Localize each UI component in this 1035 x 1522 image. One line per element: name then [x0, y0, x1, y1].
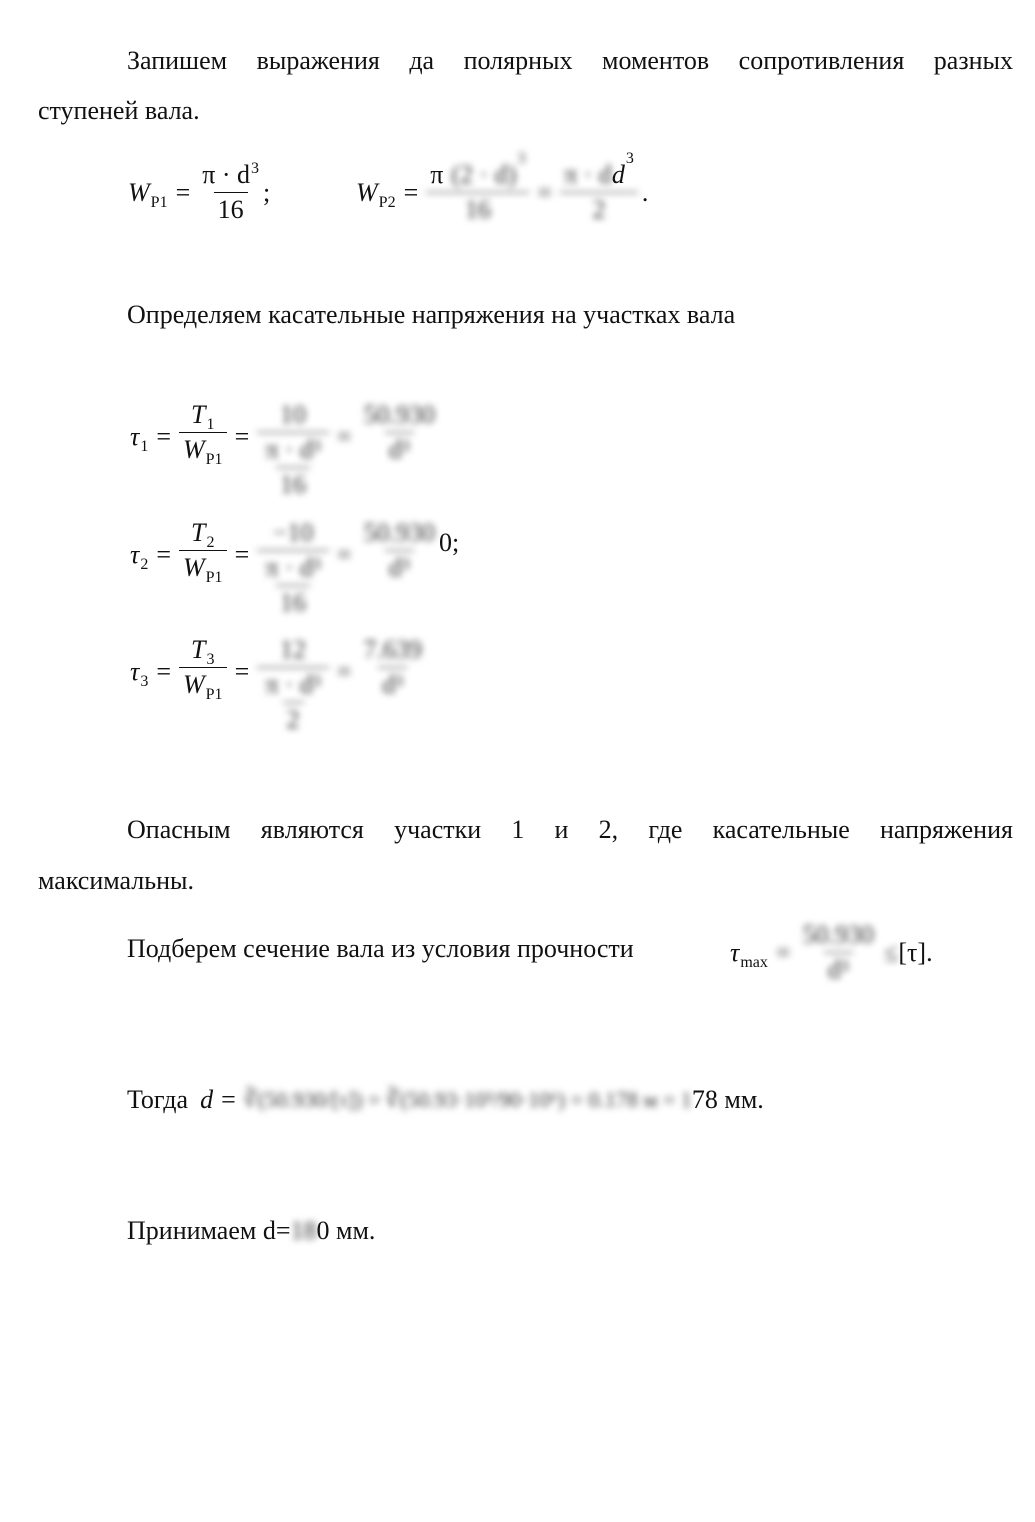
blurred-fraction	[257, 400, 329, 500]
formula-wp1	[128, 160, 270, 225]
blurred-inner-num: π · d³	[265, 553, 321, 582]
w-index: P1	[205, 569, 223, 586]
paragraph-2: Определяем касательные напряжения на участках вала	[127, 300, 736, 329]
blurred-numerator: 12	[280, 635, 307, 664]
w-letter: W	[182, 435, 205, 464]
word: 1	[511, 815, 525, 844]
word: участки	[394, 815, 482, 844]
blurred-inner-den: 2	[283, 702, 304, 735]
word: где	[648, 815, 683, 844]
word: разных	[933, 46, 1013, 75]
tau-index: 3	[140, 673, 149, 690]
word: моментов	[601, 46, 710, 75]
blurred-result-fraction	[360, 518, 440, 583]
blurred-result-den: d³	[385, 432, 414, 465]
formula-tau-1	[130, 400, 439, 500]
blurred-fraction	[799, 920, 879, 985]
blurred-den: d³	[824, 952, 853, 985]
blurred-fraction	[257, 518, 329, 618]
fraction-t-over-w	[179, 635, 227, 703]
blurred-equals: =	[537, 177, 553, 207]
semicolon: ;	[263, 177, 271, 207]
blurred-le: ≤	[884, 937, 899, 967]
blurred-equals: =	[775, 937, 791, 967]
formula-tau-2	[130, 518, 459, 618]
d-letter: d	[611, 160, 625, 189]
w-index: P1	[205, 686, 223, 703]
tau-symbol: τ	[730, 937, 740, 967]
blurred-result-fraction	[360, 635, 427, 700]
equals-sign: =	[234, 540, 250, 569]
d-letter: d	[200, 1085, 214, 1114]
blurred-diameter: 18	[290, 1216, 317, 1245]
blurred-inner-den: 16	[276, 467, 310, 500]
blurred-numerator: (2 · d)	[451, 160, 517, 189]
word: сопротивления	[738, 46, 905, 75]
fraction-t-over-w	[179, 400, 227, 468]
blurred-result-den: d³	[385, 550, 414, 583]
blurred-denominator	[257, 667, 329, 735]
equals-sign: =	[234, 657, 250, 686]
blurred-result-num: 50.930	[363, 400, 435, 429]
period: .	[641, 177, 649, 207]
blurred-result-fraction	[360, 400, 440, 465]
blurred-result-den: d³	[378, 667, 407, 700]
blurred-exponent: 3	[517, 150, 526, 167]
blurred-result-num: 7.639	[363, 635, 422, 664]
tau-index: 2	[140, 556, 149, 573]
t-letter: T	[191, 518, 206, 547]
paragraph-1-line-1	[127, 48, 1013, 74]
blurred-numerator: 10	[280, 400, 307, 429]
word: 2,	[598, 815, 619, 844]
formula-strength-condition	[730, 920, 933, 985]
word: да	[409, 46, 435, 75]
w-letter: W	[182, 670, 205, 699]
blurred-denominator	[257, 432, 329, 500]
denominator: 16	[214, 192, 248, 225]
tau-symbol: τ	[130, 657, 140, 686]
w-letter: W	[128, 177, 150, 207]
blurred-numerator: −10	[272, 518, 314, 547]
fraction-2	[560, 150, 638, 225]
fraction	[198, 160, 263, 225]
formula-wp2	[356, 150, 649, 225]
word: полярных	[463, 46, 573, 75]
w-letter: W	[356, 177, 378, 207]
blurred-equals: =	[336, 657, 352, 686]
fraction	[426, 150, 529, 225]
allowable-stress: [τ].	[898, 937, 933, 967]
paragraph-3-line-2: максимальны.	[38, 866, 195, 895]
paragraph-1-line-2: ступеней вала.	[38, 96, 200, 125]
equals-sign: =	[175, 177, 191, 207]
tau-index: 1	[140, 438, 149, 455]
tau-subscript: max	[740, 953, 768, 971]
blurred-equals: =	[336, 540, 352, 569]
paragraph-3-line-1	[127, 817, 1013, 843]
equals-sign: =	[156, 540, 171, 569]
exponent: 3	[251, 160, 260, 177]
tail-text: 0;	[439, 528, 460, 557]
pi-symbol: π	[430, 160, 444, 189]
blurred-inner-den: 16	[276, 585, 310, 618]
word: и	[554, 815, 569, 844]
t-index: 2	[206, 534, 215, 551]
numerator: π · d	[202, 160, 251, 189]
word: выражения	[256, 46, 380, 75]
tau-symbol: τ	[130, 422, 140, 451]
tau-symbol: τ	[130, 540, 140, 569]
word: Опасным	[127, 815, 231, 844]
w-index: P1	[205, 451, 223, 468]
accept-text: Принимаем d=	[127, 1216, 291, 1245]
blurred-denominator	[257, 550, 329, 618]
equals-sign: =	[234, 422, 250, 451]
fraction-t-over-w	[179, 518, 227, 586]
result-tail: 78 мм.	[691, 1085, 764, 1114]
blurred-denominator: 16	[426, 192, 529, 225]
w-subscript: P1	[150, 193, 168, 211]
blurred-equals: =	[336, 422, 352, 451]
word: Запишем	[127, 46, 228, 75]
label: Тогда	[127, 1085, 189, 1114]
w-letter: W	[182, 553, 205, 582]
equals-sign: =	[403, 177, 419, 207]
blurred-fraction	[257, 635, 329, 735]
formula-tau-3	[130, 635, 426, 735]
t-index: 3	[206, 651, 215, 668]
blurred-numerator-2: π · d	[564, 160, 612, 189]
blurred-result-num: 50.930	[363, 518, 435, 547]
t-index: 1	[206, 416, 215, 433]
t-letter: T	[191, 400, 206, 429]
blurred-inner-num: π · d³	[265, 435, 321, 464]
blurred-num: 50.930	[802, 920, 875, 949]
formula-diameter	[127, 1060, 764, 1140]
blurred-inner-num: π · d³	[265, 670, 321, 699]
word: являются	[260, 815, 364, 844]
paragraph-4-text: Подберем сечение вала из условия прочности	[127, 934, 634, 963]
blurred-denominator-2: 2	[560, 192, 638, 225]
word: напряжения	[880, 815, 1013, 844]
equals-sign: =	[156, 657, 171, 686]
w-subscript: P2	[378, 193, 396, 211]
accept-unit: 0 мм.	[316, 1216, 376, 1245]
equals-sign: =	[156, 422, 171, 451]
paragraph-6	[127, 1218, 375, 1244]
blurred-calculation: ∛(50.930/[τ]) = ∛(50.93·10³/90·10⁶) = 0.178 м = 1	[243, 1087, 692, 1112]
exponent: 3	[625, 150, 634, 167]
word: касательные	[712, 815, 850, 844]
equals-sign: =	[221, 1085, 236, 1114]
t-letter: T	[191, 635, 206, 664]
